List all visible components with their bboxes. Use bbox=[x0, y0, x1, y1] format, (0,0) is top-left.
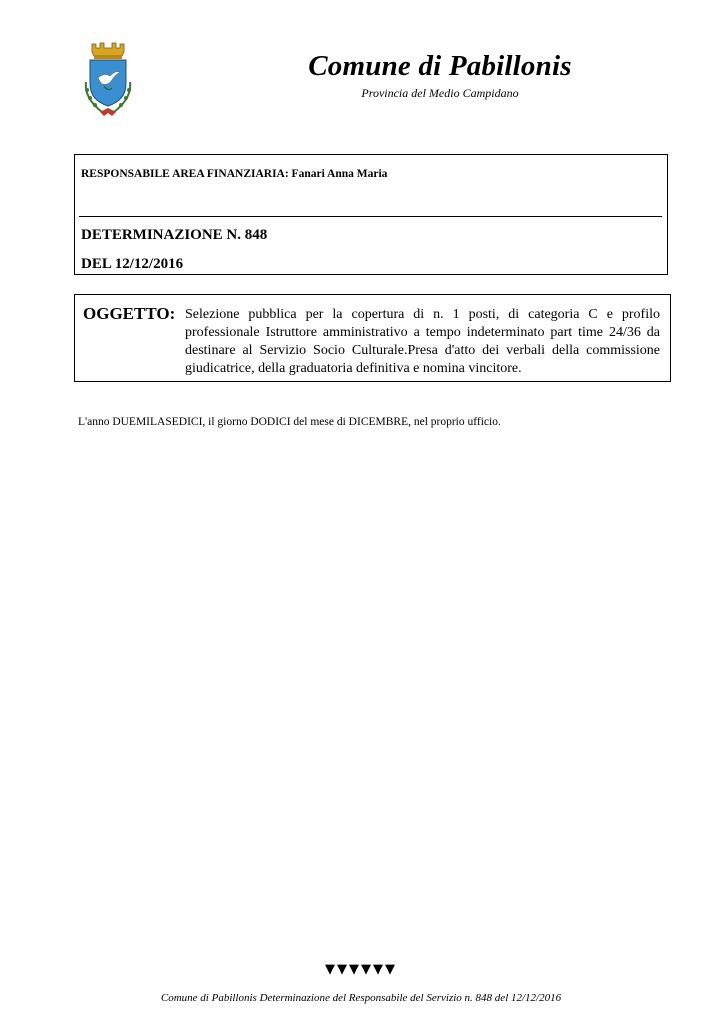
subject-label: OGGETTO: bbox=[83, 304, 176, 323]
municipal-crest-logo bbox=[78, 42, 138, 120]
determination-number: DETERMINAZIONE N. 848 bbox=[81, 227, 268, 243]
determination-header-box bbox=[74, 154, 668, 275]
subject-text: Selezione pubblica per la copertura di n. 1 posti, di categoria C e profilo professionale Istruttore amministrativo a tempo indeterminato part time 24/36 da destinare al Servizio Socio Culturale.Presa d'atto dei verbali della commissione giudicatrice, della graduatoria definitiva e nomina vincitore. bbox=[185, 307, 660, 376]
province-subtitle: Provincia del Medio Campidano bbox=[361, 86, 519, 100]
subject-box bbox=[74, 294, 671, 382]
intro-paragraph: L'anno DUEMILASEDICI, il giorno DODICI del mese di DICEMBRE, nel proprio ufficio. bbox=[78, 416, 501, 428]
end-marks: ▼▼▼▼▼▼ bbox=[325, 962, 397, 977]
municipality-title: Comune di Pabillonis bbox=[308, 50, 572, 82]
page-footer: Comune di Pabillonis Determinazione del Responsabile del Servizio n. 848 del 12/12/2016 bbox=[160, 992, 562, 1004]
determination-date: DEL 12/12/2016 bbox=[81, 256, 184, 272]
responsabile-line: RESPONSABILE AREA FINANZIARIA: Fanari Anna Maria bbox=[81, 168, 388, 180]
divider-line bbox=[79, 216, 662, 217]
